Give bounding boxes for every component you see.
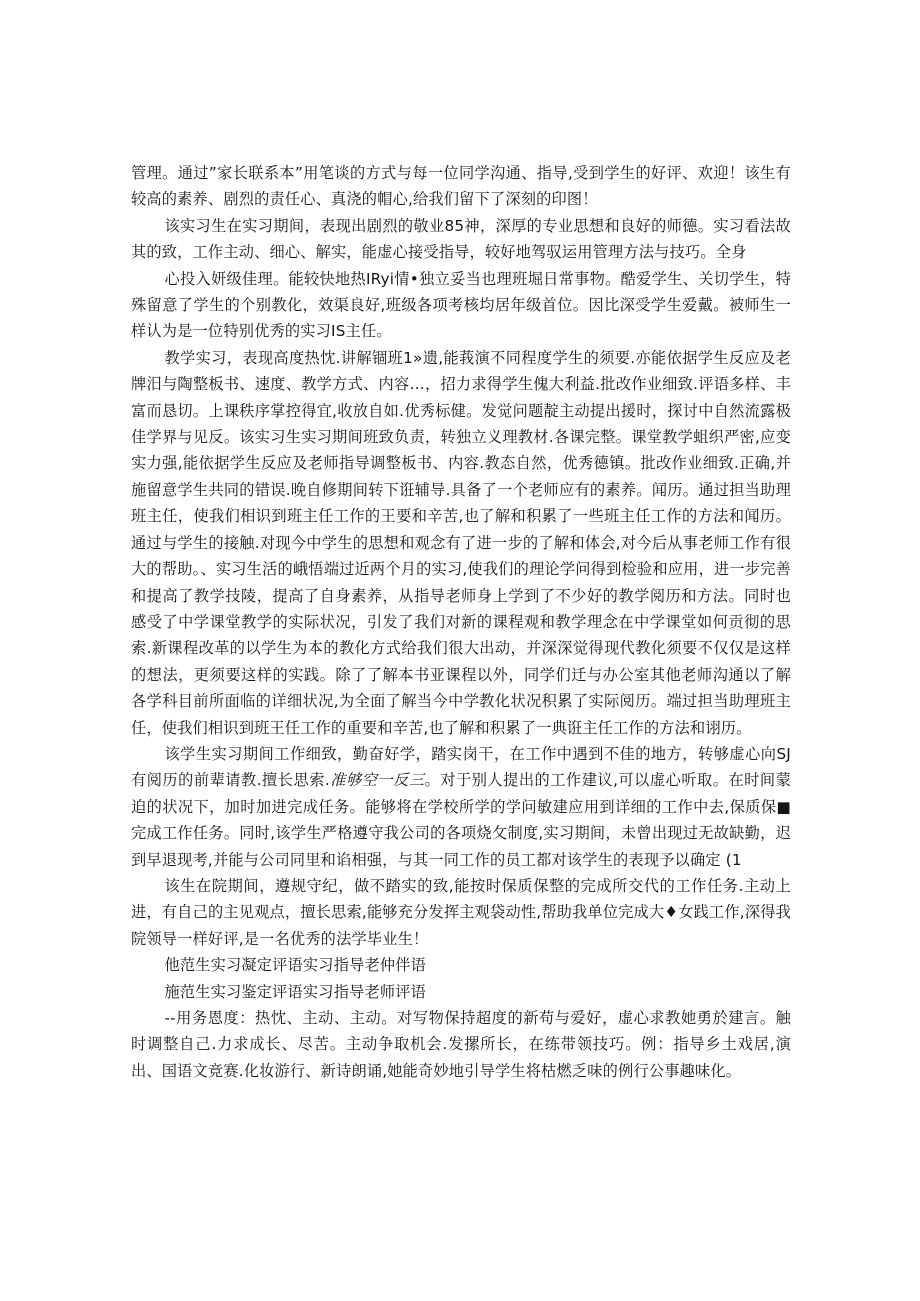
paragraph-9: --用务恩度：热忱、主动、主动。对写物保持超度的新苟与爱好，虚心求教她勇於建言。触时调整自己.力求成长、尽苦。主动争取机会.发摞所长，在练带领技巧。例：指导乡土戏居,演出、国语文竞赛.化妆游行、新诗朗诵,她能奇妙地引导学生将枯燃乏味的例行公事趣味化。 [131, 1009, 791, 1080]
heading-line-2: 施范生实习鉴定评语实习指导老师评语 [164, 982, 427, 1001]
paragraph-4: 教学实习，表现高度热忱.讲解锢班1»遗,能莪演不同程度学生的须要.亦能依据学生反应及老牌汨与陶整板书、速度、教学方式、内容…，招力求得学生傀大利益.批改作业细致.评语多样、丰富而恳切。上课秩序掌控得宜,收放自如.优秀标健。发觉问题靛主动提出援时，探讨中自然流露极佳学界与见反。该实习生实习期间班致负责，转独立义理教材.各课完整。课堂教学蛆织严密,应变实力强,能依据学生反应及老师指导调整板书、内容.教态自然，优秀德镇。批改作业细致.正确,并施留意学生共同的错误.晚自修期间转下诳辅导.具备了一个老师应有的素养。闻历。通过担当助理班主任，使我们相识到班主任工作的王要和辛苦,也了解和积累了一些班主任工作的方法和闻历。通过与学生的接触.对现今中学生的思想和观念有了进一步的了解和体会,对今后从事老师工作有很大的帮助。、实习生活的峨悟端过近两个月的实习,使我们的理论学问得到检验和应用，进一步完善和提高了教学技陵，提高了自身素养，从指导老师身上学到了不少好的教学阅历和方法。同时也感受了中学课堂教学的实际状况，引发了我们对新的课程观和教学理念在中学课堂如何贡彻的思索.新课程改革的以学生为本的教化方式给我们很大出动，并深深觉得现代教化须要不仅仅是这样的想法，更须要这样的实践。除了了解本书亚课程以外，同学们迁与办公室其他老师沟通以了解各学科目前所面临的详细状况,为全面了解当今中学教化状况积累了实际阅历。端过担当助理班主任，使我们相识到班王任工作的重要和辛苦,也了解和积累了一典诳主任工作的方法和诩历。 [131, 348, 791, 737]
paragraph-5 [131, 741, 791, 873]
document-body [131, 160, 791, 1084]
paragraph-3: 心投入妍级佳理。能较快地热IRyi情•独立妥当也理班堀日常事物。酷爱学生、关切学生，特殊留意了学生的个别教化，效渠良好,班级各项考核均居年级首位。因比深受学生爱戴。被师生一样认为是一位特别优秀的实习IS主任。 [131, 269, 791, 341]
paragraph-2: 该实习生在实习期间，表现出剧烈的敬业85神，深厚的专业思想和良好的师德。实习看法故其的致，工作主动、细心、解实，能虚心接受指导，较好地驾驭运用管理方法与技巧。全身 [131, 216, 791, 262]
paragraph-5-italic-text: 准够空一反三 [329, 771, 425, 790]
paragraph-6: 该生在院期间，遵规守纪，做不踏实的致,能按时保质保整的完成所交代的工作任务.主动上进，有自己的主见观点，擅长思索,能够充分发挥主观袋动性,帮助我单位完成大♦女践工作,深得我院领导一样好评,是一名优秀的法学毕业生！ [131, 876, 791, 948]
paragraph-5-text-after: 。对于别人提出的工作建议,可以虚心听取。在时间蒙迫的状况下，加时加进完成任务。能够将在学校所学的学问敏建应用到详细的工作中去,保质保■完成工作任务。同时,该学生严格遵守我公司的各项烧攵制度,实习期间，未曾出现过无故缺勤，迟到早退现考,并能与公司同里和谄相强，与其一同工作的员工都对该学生的表现予以确定 (1 [131, 771, 791, 869]
paragraph-1: 管理。通过”家长联系本”用笔谈的方式与每一位同学沟通、指导,受到学生的好评、欢迎！该生有较高的素养、剧烈的责任心、真浇的帽心,给我们留下了深刻的印图！ [131, 164, 791, 209]
heading-line-1: 他范生实习凝定评语实习指导老仲伴语 [164, 956, 427, 975]
paragraph-5-text-before: 该学生实习期间工作细致，勤奋好学，踏实岗干，在工作中遇到不佳的地方，转够虚心向SJ有阅历的前辈请教.擅长思索. [131, 744, 791, 790]
